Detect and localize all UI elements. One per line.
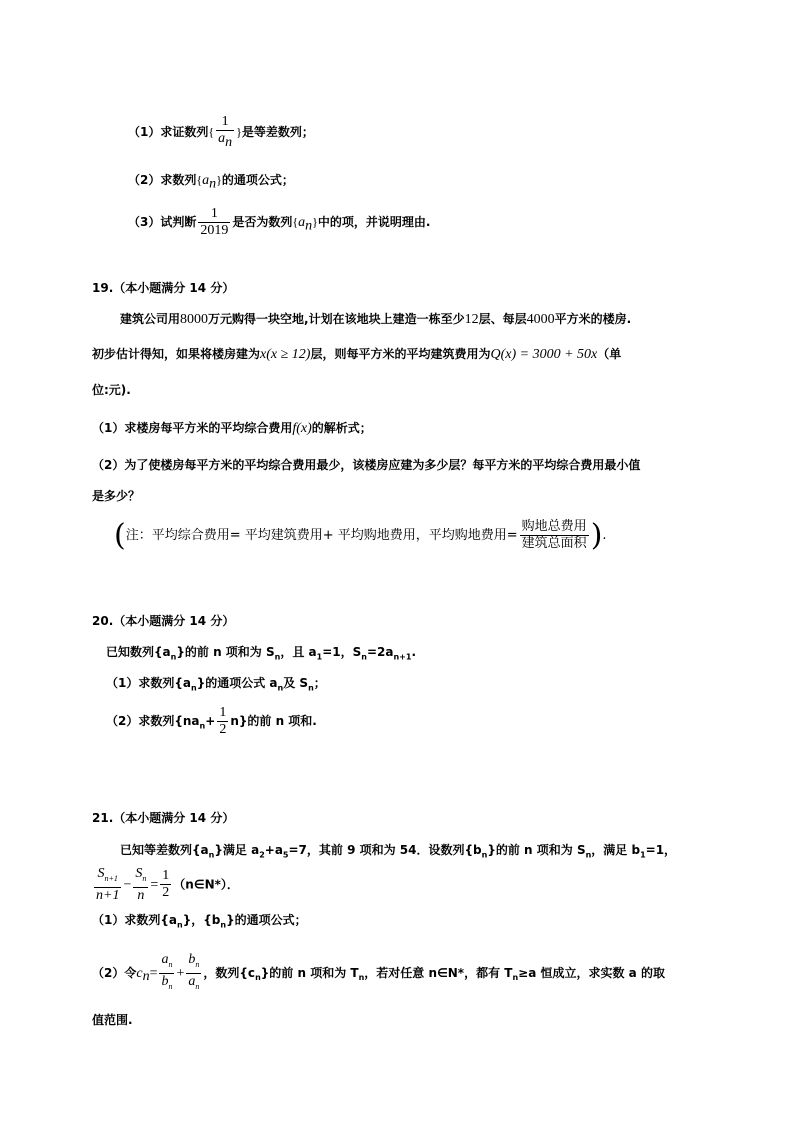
q21-line1 [120,842,676,863]
q21-line2-num2-sub: n [142,873,147,883]
q20-line1-b: }的前 n 项和为 S [176,645,275,659]
q19-note-den: 建筑总面积 [521,536,587,551]
q20-part2-c: n}的前 n 项和. [230,714,317,728]
q21-part2-plus: + [176,965,185,981]
q19-part1-pre: （1）求楼房每平方米的平均综合费用 [92,421,293,435]
q18-part1-brace-open: { [208,124,215,139]
q18-part3-brace-close: } [312,215,318,229]
q18-part2-brace-open: { [196,173,203,187]
q19-line2-x: x [260,347,267,362]
q21-line1-sub6: 1 [640,850,646,860]
q18-part1-post: 是等差数列； [241,124,314,139]
q20-part1-sub2: n [277,683,284,693]
q20-part1-a: （1）求数列{a [106,676,191,690]
q19-note-paren-close: ) [590,518,603,553]
q21-part2-n2s: n [195,959,200,969]
q19-note [114,518,607,553]
q19-line3: 位:元). [92,383,131,397]
q18-part3 [128,206,430,239]
q21-part2-sub3: n [512,973,519,983]
q19-line1-b: 万元购得一块空地,计划在该地块上建造一栋至少 [208,312,465,326]
q20-part2-frac [217,705,228,738]
q21-line2-num3: 1 [162,868,170,884]
q18-part2-var: a [202,173,210,188]
q20-part1-c: 及 S [283,676,309,690]
q21-line1-b: }满足 a [214,843,260,857]
q18-part3-num: 1 [198,206,230,223]
q20-line1-sub4: n [361,652,367,662]
q20-line1-f: . [411,645,416,659]
q19-line2-a: 初步估计得知，如果将楼房建为 [92,347,261,361]
q21-line1-sub1: n [208,850,215,860]
q20-heading: 20.（本小题满分 14 分） [92,614,235,628]
q19-line1-n3: 4000 [526,312,555,327]
q20-line1-c: ，且 a [280,645,317,659]
q19-line1-c: 层、每层 [478,312,527,326]
q21-line2-den1: n+1 [96,887,120,903]
q21-part1-b: }，{b [182,913,221,927]
q21-part2-a: （2）令 [92,965,137,980]
q18-part1-num: 1 [216,114,234,131]
q20-part2-b: + [205,714,216,728]
q21-part2-n2: b [188,952,196,967]
q18-part1-frac [216,114,234,151]
q21-part2-frac2 [186,952,201,995]
q21-part2 [92,952,665,995]
q21-part2-f: ≥a 恒成立，求实数 a 的取 [518,965,665,980]
q21-line1-c: +a [264,843,283,857]
q18-part3-post: 中的项，并说明理由. [317,215,431,229]
q21-line1-sub2: 2 [259,850,265,860]
q19-heading: 19.（本小题满分 14 分） [92,281,235,295]
q21-part2-line2: 值范围. [92,1013,133,1027]
q20-line1-a: 已知数列{a [106,645,171,659]
q21-part2-sub2: n [358,973,365,983]
q20-part1-sub1: n [191,683,197,693]
q19-part2-line1: （2）为了使楼房每平方米的平均综合费用最少，该楼房应建为多少层？每平方米的平均综合费用最小值 [92,458,641,472]
q21-part2-e: ，若对任意 n∈N*，都有 T [364,965,513,980]
q18-part3-mid: 是否为数列 [232,215,293,229]
q21-line1-d: =7，其前 9 项和为 54．设数列{b [288,843,482,857]
q19-part1-f: f(x) [292,421,312,436]
q21-part2-n1s: n [168,959,173,969]
q18-part2-post: 的通项公式； [221,173,294,187]
q21-part2-sub1: n [255,973,261,983]
q20-line1 [106,644,416,665]
q21-line2-den2: n [137,887,145,903]
q21-part2-csub: n [142,969,150,985]
q21-line2-num2: S [135,866,143,881]
q20-part1-b: }的通项公式 a [196,676,278,690]
q21-heading: 21.（本小题满分 14 分） [92,811,235,825]
q18-part3-brace-open: { [292,215,299,229]
q19-note-paren-open: ( [114,518,126,553]
q19-line2-q: Q(x) = 3000 + 50x [490,347,598,362]
q18-part3-den: 2019 [200,223,229,238]
q21-part2-d2: a [188,973,196,989]
q18-part1-den-sub: n [225,134,233,150]
q21-line1-sub4: n [481,850,488,860]
q18-part3-sub: n [305,218,313,234]
q20-part2-num: 1 [219,705,227,720]
q21-part1-c: }的通项公式； [226,913,307,927]
q21-line2-frac1 [94,866,121,904]
q18-part1-pre: （1）求证数列 [128,124,209,139]
q19-note-frac [520,519,589,552]
q20-line1-sub2: n [274,652,281,662]
q20-line1-e: =2a [366,645,394,659]
q21-part1 [92,912,307,933]
q20-line1-sub1: n [170,652,177,662]
q21-line2-num1-sub: n+1 [104,873,118,883]
q21-line1-g: =1， [645,843,677,857]
q21-part2-frac1 [159,952,174,995]
q19-line2-b: 层，则每平方米的平均建筑费用为 [310,347,491,361]
q20-part2 [106,705,317,738]
q21-part2-d1s: n [168,981,173,991]
q21-part1-sub1: n [177,920,183,930]
q19-part2-line2: 是多少？ [92,489,141,503]
q21-part2-d2s: n [195,981,200,991]
q20-part2-sub: n [199,721,206,731]
q18-part1-brace-close: } [236,124,242,139]
q21-line1-sub3: 5 [282,850,289,860]
q21-line1-sub5: n [585,850,592,860]
q18-part1-den: a [218,131,226,146]
q19-line1-a: 建筑公司用 [120,312,181,326]
q21-line2-eq: = [150,877,159,893]
q18-part2-brace-close: } [216,173,222,187]
q19-line1-n2: 12 [464,312,479,327]
q18-part3-var: a [298,215,306,230]
q20-part2-a: （2）求数列{na [106,714,200,728]
q21-part2-b: ，数列{c [203,965,256,980]
q20-part2-den: 2 [219,722,227,737]
q21-line2-frac3 [160,868,171,901]
q21-part1-sub2: n [220,920,227,930]
q21-line1-a: 已知等差数列{a [120,843,209,857]
q19-line1 [120,311,631,328]
q21-part2-d: }的前 n 项和为 T [260,965,359,980]
q21-line2-den3: 2 [162,885,170,901]
q19-line1-d: 平方米的楼房. [554,312,632,326]
q19-note-post: . [602,528,607,543]
q21-line1-f: ，满足 b [591,843,641,857]
q19-note-pre: 注：平均综合费用= 平均建筑费用+ 平均购地费用，平均购地费用= [125,528,518,543]
q21-line2 [92,866,239,904]
q21-line2-frac2 [133,866,148,904]
q21-part2-eq: = [149,965,158,981]
q20-line1-sub5: n+1 [393,652,412,662]
q19-line1-n1: 8000 [180,312,209,327]
q18-part1 [128,114,314,151]
q19-part1 [92,420,372,437]
q20-part1 [106,675,326,696]
q20-line1-d: =1，S [322,645,362,659]
q19-line2-cond: (x ≥ 12) [266,347,311,362]
q19-part1-post: 的解析式； [311,421,372,435]
q21-part2-d1: b [161,973,169,989]
q19-note-num: 购地总费用 [521,519,587,534]
q21-line2-minus: − [123,877,132,893]
q21-line1-e: }的前 n 项和为 S [487,843,586,857]
q21-part1-a: （1）求数列{a [92,913,177,927]
q20-line1-sub3: 1 [316,652,323,662]
q20-part1-d: ； [313,676,326,690]
q21-line2-num1: S [97,866,105,881]
q21-part2-c: c [136,965,143,981]
q18-part3-pre: （3）试判断 [128,215,197,229]
q18-part2-pre: （2）求数列 [128,173,197,187]
q21-line2-post: （n∈N*）． [173,877,239,892]
q19-line2 [92,346,621,363]
q21-part2-n1: a [161,952,169,967]
q18-part2-sub: n [209,176,217,192]
q18-part2 [128,172,294,192]
q20-part1-sub3: n [308,683,314,693]
q18-part3-frac [198,206,230,239]
q19-line2-c: （单 [597,347,622,361]
